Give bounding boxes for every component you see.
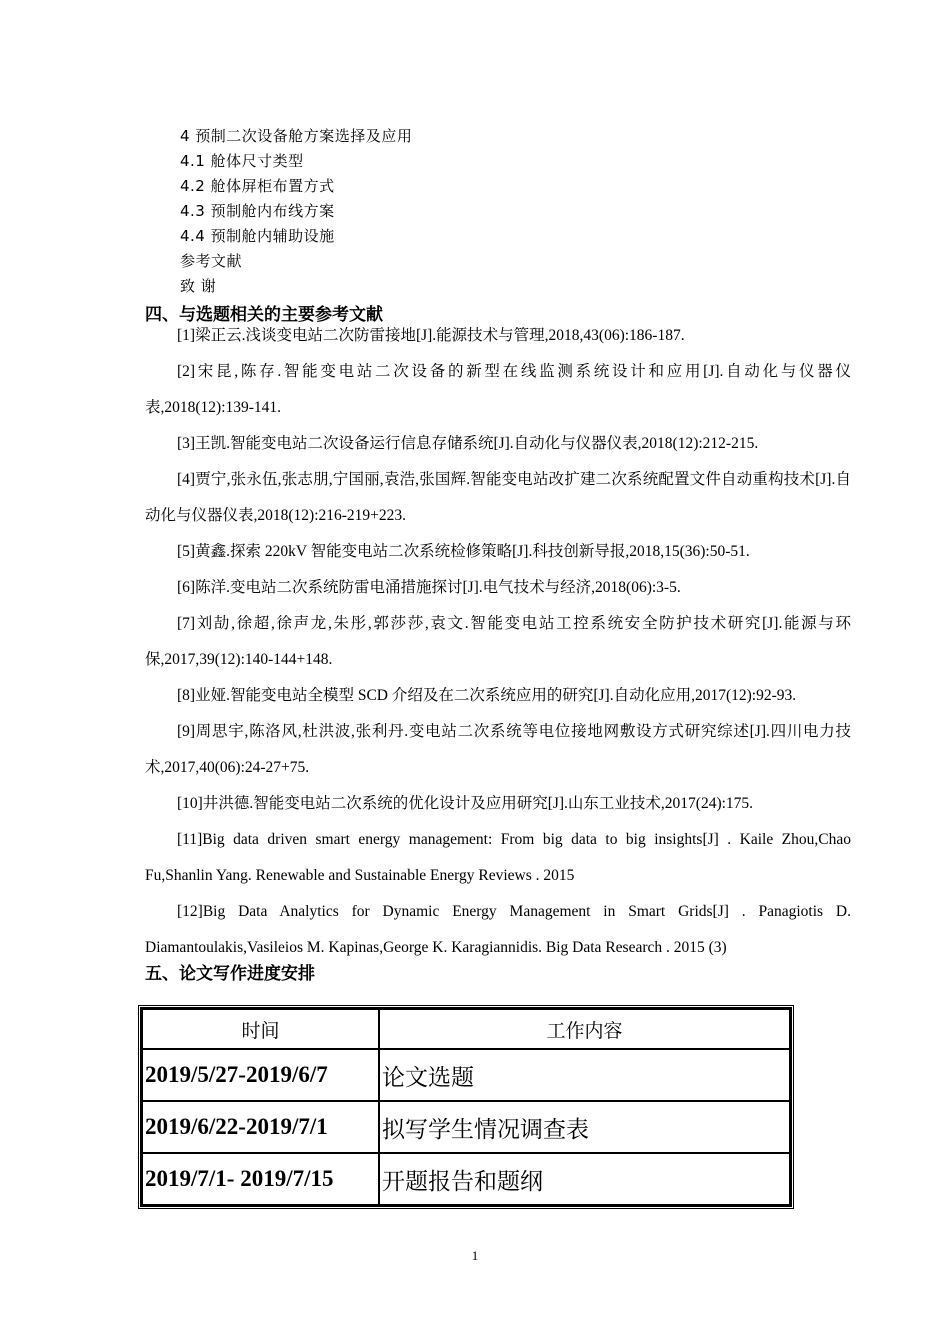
toc-item: 4.1 舱体尺寸类型 [180,152,304,170]
table-header-row [142,1009,790,1049]
reference-item: [1]梁正云.浅谈变电站二次防雷接地[J].能源技术与管理,2018,43(06):186-187. [177,327,685,344]
reference-list [145,318,851,966]
column-header-work: 工作内容 [379,1009,790,1049]
reference-item: [11]Big data driven smart energy management: From big data to big insights[J] . Kaile Zhou,Chao Fu,Shanlin Yang. Renewable and Sustainable Energy Reviews . 2015 [145,831,851,884]
reference-item: [12]Big Data Analytics for Dynamic Energy Management in Smart Grids[J] . Panagiotis D. Diamantoulakis,Vasileios M. Kapinas,George K. Karagiannidis. Big Data Research . 2015 (3) [145,903,851,956]
table-row [142,1049,790,1101]
reference-item: [10]井洪德.智能变电站二次系统的优化设计及应用研究[J].山东工业技术,2017(24):175. [177,795,754,812]
work-cell: 拟写学生情况调查表 [379,1101,790,1153]
reference-item: [4]贾宁,张永伍,张志朋,宁国丽,袁浩,张国辉.智能变电站改扩建二次系统配置文件自动重构技术[J].自动化与仪器仪表,2018(12):216-219+223. [145,471,851,524]
time-cell: 2019/5/27-2019/6/7 [142,1049,379,1101]
reference-item: [9]周思宇,陈洛风,杜洪波,张利丹.变电站二次系统等电位接地网敷设方式研究综述[J].四川电力技术,2017,40(06):24-27+75. [145,723,851,776]
toc-item: 参考文献 [180,252,243,270]
time-cell: 2019/6/22-2019/7/1 [142,1101,379,1153]
toc-item: 4.4 预制舱内辅助设施 [180,227,335,245]
reference-item: [3]王凯.智能变电站二次设备运行信息存储系统[J].自动化与仪器仪表,2018(12):212-215. [177,435,759,452]
table-of-contents [180,124,780,299]
column-header-time: 时间 [142,1009,379,1049]
reference-item: [6]陈洋.变电站二次系统防雷电涌措施探讨[J].电气技术与经济,2018(06):3-5. [177,579,681,596]
toc-item: 4.3 预制舱内布线方案 [180,202,335,220]
table-row [142,1153,790,1205]
schedule-table [140,1007,792,1207]
toc-item: 4.2 舱体屏柜布置方式 [180,177,335,195]
work-cell: 论文选题 [379,1049,790,1101]
toc-item: 4 预制二次设备舱方案选择及应用 [180,127,413,145]
toc-item: 致 谢 [180,277,217,295]
time-cell: 2019/7/1- 2019/7/15 [142,1153,379,1205]
work-cell: 开题报告和题纲 [379,1153,790,1205]
page-number: 1 [471,1248,479,1263]
reference-item: [8]业娅.智能变电站全模型 SCD 介绍及在二次系统应用的研究[J].自动化应用,2017(12):92-93. [177,687,797,704]
reference-item: [2]宋昆,陈存.智能变电站二次设备的新型在线监测系统设计和应用[J].自动化与仪器仪表,2018(12):139-141. [145,363,851,416]
section-heading-references: 四、与选题相关的主要参考文献 [145,305,383,324]
reference-item: [5]黄鑫.探索 220kV 智能变电站二次系统检修策略[J].科技创新导报,2018,15(36):50-51. [177,543,750,560]
reference-item: [7]刘劼,徐超,徐声龙,朱彤,郭莎莎,袁文.智能变电站工控系统安全防护技术研究[J].能源与环保,2017,39(12):140-144+148. [145,615,851,668]
table-row [142,1101,790,1153]
section-heading-schedule: 五、论文写作进度安排 [145,964,315,983]
